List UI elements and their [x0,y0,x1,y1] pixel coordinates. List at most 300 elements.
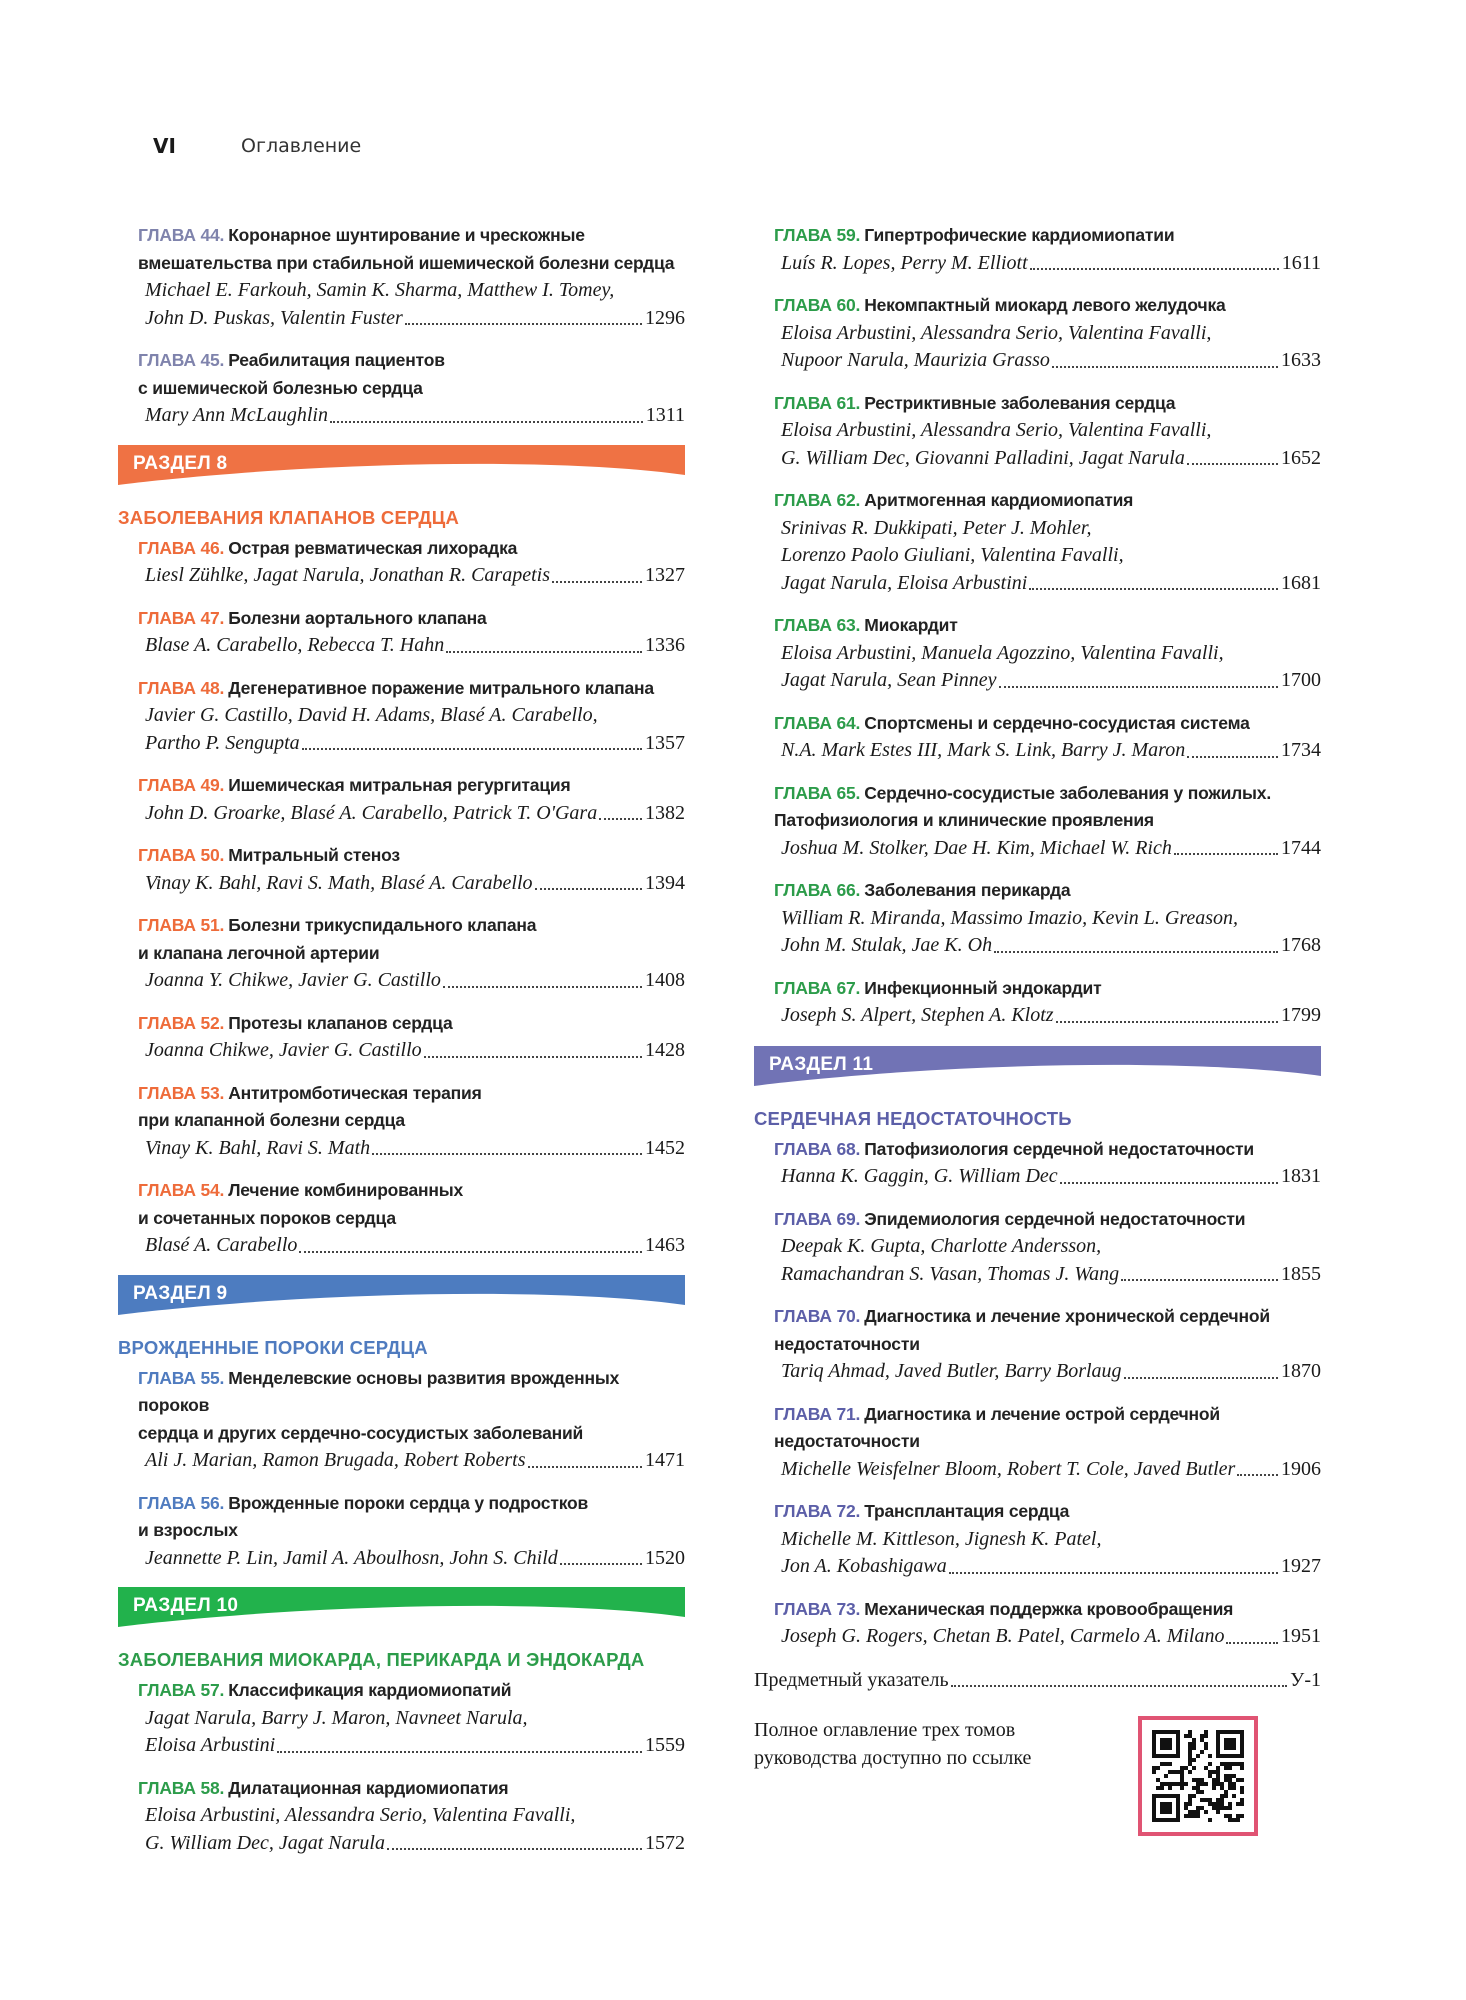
section-label: РАЗДЕЛ 11 [769,1053,874,1075]
toc-entry[interactable] [754,975,1321,1030]
chapter-title: Рестриктивные заболевания сердца [864,392,1176,413]
chapter-title-line [138,1107,685,1135]
chapter-number: ГЛАВА 45. [138,350,225,370]
authors-line-with-page [138,730,685,758]
page-number: 1471 [645,1449,685,1471]
note-line: Полное оглавление трех томов [754,1718,1016,1741]
chapter-title: Гипертрофические кардиомиопатии [864,225,1175,245]
toc-entry[interactable] [118,1177,685,1260]
section-9-entries [118,1365,685,1573]
chapter-title-line [138,1205,685,1233]
chapter-number: ГЛАВА 67. [774,977,861,998]
page-number: 1799 [1281,1004,1321,1026]
toc-entry[interactable] [754,1498,1321,1581]
toc-entry[interactable] [118,605,685,660]
dot-leader [1060,1182,1278,1184]
authors-line: William R. Miranda, Massimo Imazio, Kevin L. Greason, [781,906,1239,929]
toc-entry[interactable] [118,1490,685,1573]
chapter-title-line [774,710,1321,738]
chapter-number: ГЛАВА 51. [138,915,225,935]
authors: Partho P. Sengupta [145,731,300,754]
page-number: 1452 [645,1136,685,1159]
chapter-title: Ишемическая митральная регургитация [228,775,571,795]
chapter-title: Острая ревматическая лихорадка [228,537,518,558]
authors: Michelle Weisfelner Bloom, Robert T. Cole, Javed Butler [781,1457,1236,1480]
subject-index-page: У-1 [1290,1668,1321,1691]
dot-leader [424,1056,642,1058]
authors: Blase A. Carabello, Rebecca T. Hahn [145,634,445,656]
chapter-number: ГЛАВА 55. [138,1367,225,1388]
chapter-number: ГЛАВА 72. [774,1501,861,1521]
chapter-title: Диагностика и лечение хронической сердечной [864,1306,1270,1326]
dot-leader [560,1563,642,1565]
toc-entry[interactable] [118,222,685,332]
chapter-title: Коронарное шунтирование и чрескожные [228,225,585,245]
toc-entry[interactable] [754,487,1321,597]
dot-leader [446,651,642,653]
chapter-number: ГЛАВА 49. [138,775,225,795]
chapter-title-line [774,1401,1321,1429]
chapter-number: ГЛАВА 56. [138,1492,225,1513]
toc-entry[interactable] [754,710,1321,765]
section-banner-9 [118,1275,685,1315]
authors: Tariq Ahmad, Javed Butler, Barry Borlaug [781,1360,1122,1382]
authors: Joanna Y. Chikwe, Javier G. Castillo [145,969,441,991]
dot-leader [1056,1021,1278,1023]
chapter-title-line [138,1490,685,1518]
dot-leader [1187,756,1278,758]
authors-line-with-page [138,1545,685,1573]
chapter-title: Миокардит [864,615,958,635]
page-number: 1855 [1281,1262,1321,1285]
authors: Joseph G. Rogers, Chetan B. Patel, Carmelo A. Milano [781,1625,1225,1647]
authors-line: Jagat Narula, Barry J. Maron, Navneet Narula, [145,1706,528,1729]
authors-line-with-page [138,632,685,660]
chapter-title: Менделевские основы развития врожденных пороков [138,1367,620,1415]
chapter-title: Болезни аортального клапана [228,607,487,628]
chapter-number: ГЛАВА 46. [138,537,225,558]
note-line: руководства доступно по ссылке [754,1746,1032,1769]
chapter-number: ГЛАВА 71. [774,1403,861,1424]
dot-leader [372,1153,642,1155]
chapter-title-line [138,772,685,800]
page-number: 1394 [645,871,685,894]
dot-leader [387,1848,642,1850]
authors-line-with-page [138,967,685,995]
authors: Nupoor Narula, Maurizia Grasso [781,349,1050,371]
toc-entry[interactable] [118,1775,685,1858]
toc-entry[interactable] [118,912,685,995]
chapter-number: ГЛАВА 54. [138,1180,225,1200]
authors-line-with-page [774,1358,1321,1386]
section-8-entries [118,535,685,1260]
dot-leader [599,818,642,820]
chapter-title-line [138,1365,685,1420]
page-number: 1382 [645,801,685,824]
authors: Joanna Chikwe, Javier G. Castillo [145,1039,422,1061]
dot-leader [999,686,1278,688]
authors-line-with-page [138,1830,685,1858]
page-number: 1357 [645,731,685,754]
chapter-title-line [138,535,685,563]
qr-code-icon [1152,1730,1244,1822]
dot-leader [299,1251,642,1253]
chapter-title: Патофизиология сердечной недостаточности [864,1138,1254,1159]
toc-entry[interactable] [754,1401,1321,1484]
chapter-number: ГЛАВА 63. [774,615,861,635]
page-number: 1296 [645,306,685,329]
chapter-title: Механическая поддержка кровообращения [864,1598,1234,1619]
chapter-number: ГЛАВА 57. [138,1680,225,1700]
dot-leader [1174,853,1278,855]
page-number: 1927 [1281,1555,1321,1577]
dot-leader [951,1685,1288,1687]
toc-entry[interactable] [754,292,1321,375]
toc-entry[interactable] [118,347,685,430]
authors: Joshua M. Stolker, Dae H. Kim, Michael W. Rich [781,836,1172,859]
authors: Jeannette P. Lin, Jamil A. Aboulhosn, John S. Child [145,1546,558,1569]
authors-line: Lorenzo Paolo Giuliani, Valentina Favalli, [781,544,1124,566]
chapter-title: Дилатационная кардиомиопатия [228,1777,509,1798]
chapter-title-line [774,1331,1321,1359]
page-number: 1734 [1281,739,1321,761]
section-banner-10 [118,1587,685,1627]
authors-line-with-page [138,1037,685,1065]
page-number: 1831 [1281,1165,1321,1187]
page-number: 1311 [645,404,685,426]
chapter-title-line [774,780,1321,808]
authors-line-with-page [774,347,1321,375]
dot-leader [443,986,642,988]
chapter-title-line [138,842,685,870]
dot-leader [277,1751,642,1753]
chapter-title-line [138,1517,685,1545]
pre-section-entries [754,222,1321,1030]
authors: John M. Stulak, Jae K. Oh [781,934,993,956]
section-title: ЗАБОЛЕВАНИЯ МИОКАРДА, ПЕРИКАРДА И ЭНДОКАРДА [118,1649,645,1670]
chapter-number: ГЛАВА 44. [138,225,225,245]
chapter-number: ГЛАВА 59. [774,225,861,245]
chapter-title-line [138,675,685,703]
toc-entry[interactable] [118,1365,685,1475]
authors-line-with-page [774,570,1321,598]
dot-leader [1030,268,1279,270]
chapter-title-line [774,222,1321,250]
chapter-number: ГЛАВА 65. [774,782,861,803]
chapter-title: вмешательства при стабильной ишемической болезни сердца [138,252,675,273]
dot-leader [994,951,1278,953]
page-number: 1700 [1281,669,1321,691]
authors-line: Eloisa Arbustini, Manuela Agozzino, Valentina Favalli, [781,641,1224,664]
section-label: РАЗДЕЛ 8 [133,452,228,474]
authors-line-with-page [138,1447,685,1475]
authors: Eloisa Arbustini [145,1734,276,1756]
chapter-title-line [138,1080,685,1108]
toc-right-column [754,222,1321,1856]
chapter-title: Эпидемиология сердечной недостаточности [864,1208,1246,1229]
chapter-number: ГЛАВА 60. [774,295,861,315]
chapter-title: с ишемической болезнью сердца [138,377,423,398]
authors: Jagat Narula, Sean Pinney [781,669,997,691]
dot-leader [1121,1279,1278,1281]
toc-entry[interactable] [754,1596,1321,1651]
chapter-title-line [138,1677,685,1705]
chapter-title-line [138,912,685,940]
section-label: РАЗДЕЛ 10 [133,1595,239,1616]
chapter-number: ГЛАВА 50. [138,845,225,865]
toc-entry[interactable] [118,1677,685,1760]
authors: N.A. Mark Estes III, Mark S. Link, Barry J. Maron [781,739,1186,761]
chapter-title: Лечение комбинированных [228,1180,464,1200]
full-toc-note [754,1716,1321,1856]
chapter-title-line [774,487,1321,515]
authors-line-with-page [138,800,685,828]
authors-line: Eloisa Arbustini, Alessandra Serio, Valentina Favalli, [145,1804,576,1826]
authors-line-with-page [138,1135,685,1163]
chapter-number: ГЛАВА 73. [774,1598,861,1619]
authors: G. William Dec, Giovanni Palladini, Jagat Narula [781,446,1185,469]
authors-line-with-page [774,250,1321,278]
authors: Joseph S. Alpert, Stephen A. Klotz [781,1004,1054,1026]
authors: Liesl Zühlke, Jagat Narula, Jonathan R. Carapetis [145,564,550,586]
qr-code[interactable] [1138,1716,1258,1836]
chapter-number: ГЛАВА 58. [138,1777,225,1798]
chapter-title-line [774,1206,1321,1234]
page-header [153,131,361,161]
authors: Vinay K. Bahl, Ravi S. Math [145,1136,371,1159]
chapter-number: ГЛАВА 66. [774,880,861,900]
authors-line-with-page [138,562,685,590]
toc-entry[interactable] [754,1206,1321,1289]
chapter-number: ГЛАВА 69. [774,1208,861,1229]
authors-line: Michelle M. Kittleson, Jignesh K. Patel, [781,1527,1102,1550]
chapter-title: при клапанной болезни сердца [138,1110,405,1130]
chapter-title-line [138,605,685,633]
chapter-number: ГЛАВА 62. [774,490,861,510]
chapter-title: и сочетанных пороков сердца [138,1207,396,1228]
chapter-title-line [138,1010,685,1038]
chapter-number: ГЛАВА 68. [774,1138,861,1159]
page-number: 1633 [1281,349,1321,371]
subject-index-label: Предметный указатель [754,1668,949,1691]
dot-leader [1226,1642,1278,1644]
page-number: 1572 [645,1831,685,1854]
page-number: 1336 [645,634,685,656]
authors-line-with-page [774,1456,1321,1484]
toc-entry[interactable] [118,842,685,897]
page-number: 1428 [645,1039,685,1061]
authors-line: Eloisa Arbustini, Alessandra Serio, Valentina Favalli, [781,419,1212,441]
authors-line-with-page [138,1232,685,1260]
section-title: ВРОЖДЕННЫЕ ПОРОКИ СЕРДЦА [118,1336,428,1358]
authors: Hanna K. Gaggin, G. William Dec [781,1165,1058,1187]
chapter-number: ГЛАВА 61. [774,392,861,413]
dot-leader [405,323,642,325]
toc-entry[interactable] [118,535,685,590]
authors-line-with-page [774,932,1321,960]
page-number: 1906 [1281,1457,1321,1480]
authors-line-with-page [774,1553,1321,1581]
section-10-entries [118,1677,685,1857]
toc-entry[interactable] [118,1080,685,1163]
chapter-title: Спортсмены и сердечно-сосудистая система [864,712,1250,733]
toc-entry[interactable] [118,675,685,758]
dot-leader [1187,463,1278,465]
chapter-title: Болезни трикуспидального клапана [228,915,537,935]
chapter-title-line [774,1428,1321,1456]
chapter-title: Врожденные пороки сердца у подростков [228,1492,589,1513]
toc-entry[interactable] [118,772,685,827]
authors: Luís R. Lopes, Perry M. Elliott [781,251,1028,274]
authors-line-with-page [774,737,1321,765]
toc-entry[interactable] [754,390,1321,473]
toc-entry[interactable] [754,780,1321,863]
authors: Ali J. Marian, Ramon Brugada, Robert Roberts [145,1449,526,1471]
chapter-title-line [138,375,685,403]
chapter-title: Дегенеративное поражение митрального клапана [228,677,654,698]
section-banner-8 [118,445,685,485]
chapter-title: Патофизиология и клинические проявления [774,810,1154,830]
toc-entry[interactable] [754,222,1321,277]
page-number: 1951 [1281,1625,1321,1647]
toc-entry[interactable] [754,612,1321,695]
chapter-title-line [774,1596,1321,1624]
chapter-title: Диагностика и лечение острой сердечной [864,1403,1220,1424]
chapter-title: Реабилитация пациентов [228,350,445,370]
chapter-title: недостаточности [774,1431,920,1451]
chapter-title: Сердечно-сосудистые заболевания у пожилых. [864,782,1272,803]
authors-line-with-page [774,1002,1321,1030]
chapter-title-line [774,877,1321,905]
authors-line: Srinivas R. Dukkipati, Peter J. Mohler, [781,516,1092,539]
dot-leader [1237,1474,1278,1476]
authors: John D. Groarke, Blasé A. Carabello, Patrick T. O'Gara [145,801,598,824]
page-number: 1652 [1281,446,1321,469]
chapter-number: ГЛАВА 53. [138,1082,225,1103]
page-number: 1327 [645,564,685,586]
chapter-title-line [774,807,1321,835]
section-title: ЗАБОЛЕВАНИЯ КЛАПАНОВ СЕРДЦА [118,506,460,528]
chapter-title-line [138,1420,685,1448]
page-number: 1681 [1281,571,1321,594]
note-text [754,1716,1114,1772]
toc-left-column [118,222,685,1872]
authors-line-with-page [774,1261,1321,1289]
authors-line-with-page [774,1163,1321,1191]
authors: Jagat Narula, Eloisa Arbustini [781,571,1028,594]
authors-line-with-page [138,1732,685,1760]
chapter-title-line [774,1303,1321,1331]
chapter-title: и взрослых [138,1520,238,1540]
page-number: 1870 [1281,1360,1321,1382]
chapter-title-line [774,1498,1321,1526]
dot-leader [552,581,642,583]
section-title: СЕРДЕЧНАЯ НЕДОСТАТОЧНОСТЬ [754,1107,1072,1129]
chapter-title-line [138,347,685,375]
chapter-title-line [138,1177,685,1205]
chapter-title: недостаточности [774,1333,920,1354]
authors-line: Eloisa Arbustini, Alessandra Serio, Valentina Favalli, [781,321,1212,344]
page-number: 1520 [645,1546,685,1569]
authors-line-with-page [774,445,1321,473]
page-number: 1463 [645,1234,685,1256]
chapter-title-line [774,1136,1321,1164]
chapter-title: Протезы клапанов сердца [228,1012,453,1033]
page-number: 1611 [1281,251,1321,274]
pre-section-entries [118,222,685,430]
chapter-title-line [774,292,1321,320]
authors: Jon A. Kobashigawa [781,1555,947,1577]
chapter-number: ГЛАВА 70. [774,1306,861,1326]
chapter-number: ГЛАВА 47. [138,607,225,628]
chapter-title-line [774,612,1321,640]
chapter-title-line [138,222,685,250]
section-banner-11 [754,1046,1321,1086]
running-title: Оглавление [241,135,362,157]
authors-line-with-page [138,305,685,333]
page-number: 1768 [1281,934,1321,956]
subject-index-entry[interactable] [754,1666,1321,1694]
chapter-title: Антитромботическая терапия [228,1082,482,1103]
page-number: 1559 [645,1734,685,1756]
toc-entry[interactable] [754,1136,1321,1191]
page-number: VI [153,134,176,158]
authors-line: Deepak K. Gupta, Charlotte Andersson, [781,1235,1102,1257]
dot-leader [302,748,642,750]
authors-line-with-page [138,870,685,898]
authors: Ramachandran S. Vasan, Thomas J. Wang [781,1262,1120,1285]
toc-entry[interactable] [754,877,1321,960]
chapter-title: Аритмогенная кардиомиопатия [864,490,1134,510]
toc-entry[interactable] [754,1303,1321,1386]
chapter-title: Инфекционный эндокардит [864,977,1102,998]
chapter-title: Классификация кардиомиопатий [228,1680,512,1700]
authors-line: Javier G. Castillo, David H. Adams, Blasé A. Carabello, [145,704,598,726]
chapter-title: Заболевания перикарда [864,880,1071,900]
authors: Vinay K. Bahl, Ravi S. Math, Blasé A. Carabello [145,871,533,894]
section-11-entries [754,1136,1321,1651]
chapter-title: сердца и других сердечно-сосудистых заболеваний [138,1422,584,1443]
chapter-title-line [138,250,685,278]
chapter-title: Митральный стеноз [228,845,400,865]
chapter-title-line [138,940,685,968]
authors: Blasé A. Carabello [145,1234,298,1256]
chapter-title: Трансплантация сердца [864,1501,1070,1521]
page-number: 1408 [645,969,685,991]
authors-line-with-page [774,835,1321,863]
authors-line-with-page [774,667,1321,695]
chapter-number: ГЛАВА 48. [138,677,225,698]
chapter-title: Некомпактный миокард левого желудочка [864,295,1226,315]
authors-line: Michael E. Farkouh, Samin K. Sharma, Matthew I. Tomey, [145,279,615,301]
dot-leader [1029,588,1278,590]
chapter-number: ГЛАВА 64. [774,712,861,733]
dot-leader [949,1572,1278,1574]
dot-leader [1052,366,1278,368]
dot-leader [330,421,643,423]
chapter-number: ГЛАВА 52. [138,1012,225,1033]
authors: Mary Ann McLaughlin [145,404,328,426]
dot-leader [1124,1377,1278,1379]
authors: G. William Dec, Jagat Narula [145,1831,385,1854]
authors-line-with-page [138,402,685,430]
toc-entry[interactable] [118,1010,685,1065]
authors-line-with-page [774,1623,1321,1651]
chapter-title-line [138,1775,685,1803]
page-number: 1744 [1281,836,1321,859]
chapter-title: и клапана легочной артерии [138,942,380,963]
dot-leader [528,1466,642,1468]
